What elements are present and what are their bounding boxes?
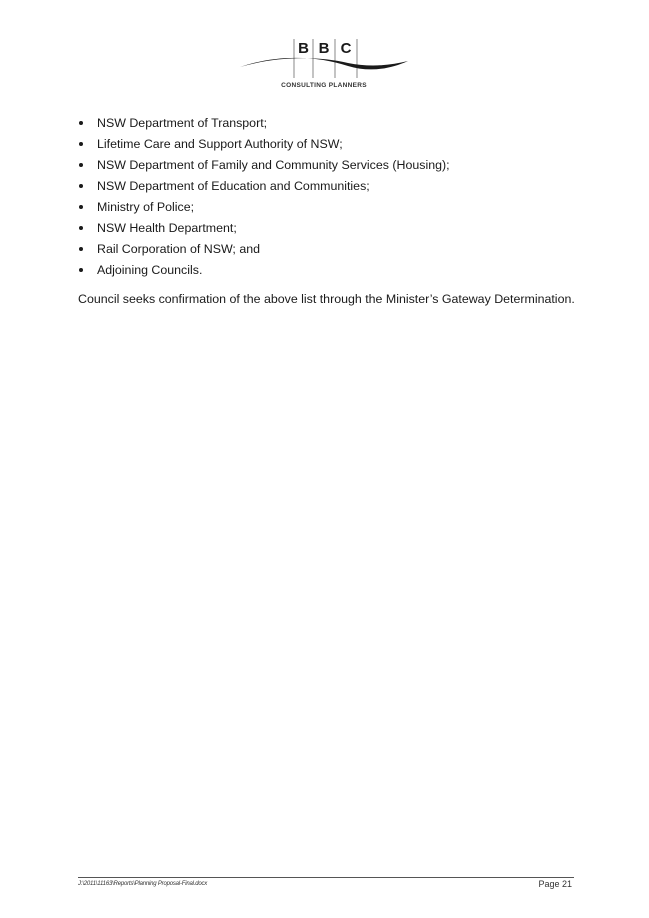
list-item bbox=[78, 177, 598, 198]
footer-file-path: J:\2011\11163\Reports\Planning Proposal-Final.docx bbox=[78, 881, 208, 887]
logo-letter-b2: B bbox=[318, 40, 330, 57]
list-item-text: NSW Department of Transport; bbox=[97, 116, 268, 130]
list-item bbox=[78, 261, 598, 282]
page-number: Page 21 bbox=[538, 879, 572, 889]
logo-letter-b1: B bbox=[298, 40, 309, 57]
list-item bbox=[78, 135, 598, 156]
list-item-text: Lifetime Care and Support Authority of NSW; bbox=[97, 137, 343, 151]
list-item bbox=[78, 240, 598, 261]
stakeholder-list bbox=[78, 114, 598, 282]
list-item-text: Adjoining Councils. bbox=[97, 263, 203, 277]
list-item-text: Rail Corporation of NSW; and bbox=[97, 242, 260, 256]
logo-caption: CONSULTING PLANNERS bbox=[281, 82, 367, 89]
list-item bbox=[78, 219, 598, 240]
bullet-icon bbox=[79, 163, 83, 167]
list-item-text: NSW Department of Family and Community Services (Housing); bbox=[97, 158, 450, 172]
list-item-text: NSW Department of Education and Communities; bbox=[97, 179, 370, 193]
footer-divider bbox=[78, 877, 574, 878]
bullet-icon bbox=[79, 184, 83, 188]
list-item bbox=[78, 198, 598, 219]
list-item bbox=[78, 156, 598, 177]
list-item-text: NSW Health Department; bbox=[97, 221, 237, 235]
bullet-icon bbox=[79, 247, 83, 251]
bullet-icon bbox=[79, 205, 83, 209]
bullet-icon bbox=[79, 226, 83, 230]
list-item-text: Ministry of Police; bbox=[97, 200, 195, 214]
bullet-icon bbox=[79, 142, 83, 146]
logo-letter-c: C bbox=[340, 40, 352, 57]
body-paragraph: Council seeks confirmation of the above list through the Minister’s Gateway Determination. bbox=[78, 292, 575, 306]
list-item bbox=[78, 114, 598, 135]
bullet-icon bbox=[79, 121, 83, 125]
bullet-icon bbox=[79, 268, 83, 272]
